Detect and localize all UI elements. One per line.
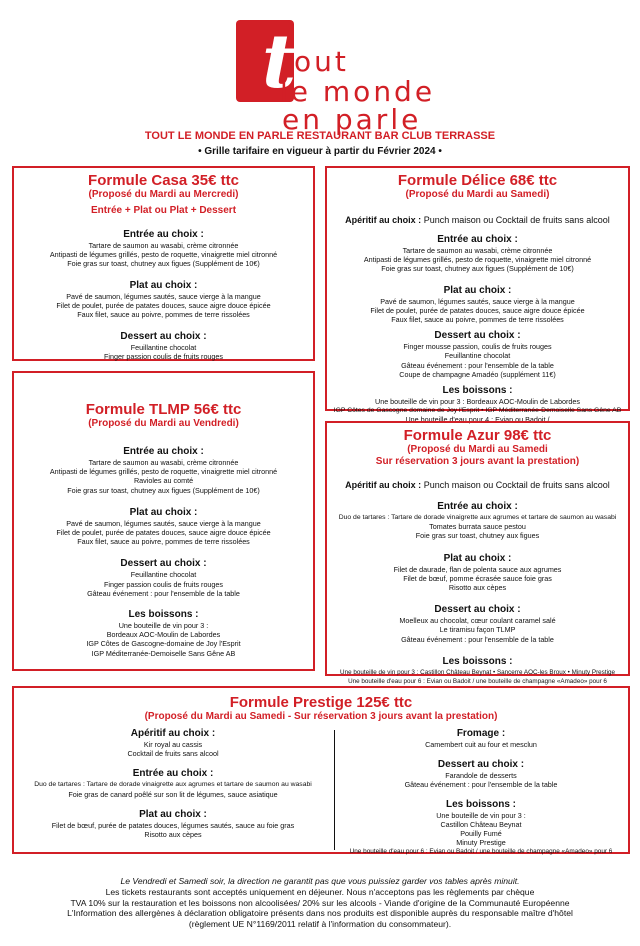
logo-line-2: le monde (280, 75, 436, 108)
azur-subtitle-2: Sur réservation 3 jours avant la prestation) (375, 456, 580, 467)
menu-item: Tartare de saumon au wasabi, crème citronnée (88, 241, 239, 250)
menu-item: Foie gras sur toast, chutney aux figues (Supplément de 10€) (381, 264, 574, 274)
menu-item: Feuillantine chocolat (444, 351, 511, 361)
menu-item: Pavé de saumon, légumes sautés, sauce vierge à la mangue (66, 291, 261, 301)
delice-plat-heading: Plat au choix : (443, 284, 512, 296)
azur-dessert-heading: Dessert au choix : (434, 604, 521, 616)
menu-item: Gâteau événement : pour l'ensemble de la table (401, 360, 554, 370)
menu-item: Foie gras sur toast, chutney aux figues (415, 531, 540, 541)
menu-item: IGP Côtes de Gascogne-domaine de Joy l'Esprit (86, 639, 241, 649)
menu-item: Bordeaux AOC-Moulin de Labordes (106, 630, 221, 640)
delice-title: Formule Délice 68€ ttc (397, 172, 558, 189)
menu-item: Antipasti de légumes grillés, pesto de roquette, vinaigrette miel citronné (49, 467, 278, 477)
azur-title: Formule Azur 98€ ttc (403, 427, 552, 444)
casa-dessert-heading: Dessert au choix : (120, 331, 207, 343)
footer (0, 876, 640, 930)
menu-item: Feuillantine chocolat (130, 570, 197, 580)
formule-tlmp-box (12, 371, 315, 671)
azur-aperitif-heading: Apéritif au choix : (345, 480, 422, 490)
delice-subtitle: (Proposé du Mardi au Samedi) (405, 189, 550, 200)
menu-item: Une bouteille d'eau pour 4 : Evian ou Badoit / (405, 415, 550, 425)
menu-item: Faux filet, sauce au poivre, pommes de terre rissolées (77, 310, 250, 320)
menu-item: Risotto aux cèpes (144, 830, 202, 840)
menu-item: Gâteau événement : pour l'ensemble de la table (401, 634, 554, 644)
azur-plat-heading: Plat au choix : (443, 552, 512, 564)
menu-item: Antipasti de légumes grillés, pesto de roquette, vinaigrette miel citronné (363, 255, 592, 265)
menu-item: Pavé de saumon, légumes sautés, sauce vierge à la mangue (380, 296, 575, 306)
menu-item: Une bouteille de vin pour 3 : Bordeaux AOC-Moulin de Labordes (375, 397, 580, 407)
menu-item: Filet de poulet, purée de patates douces, sauce aigre douce épicée (56, 300, 271, 310)
logo (222, 18, 452, 136)
menu-item: Finger passion coulis de fruits rouges (103, 352, 224, 362)
logo-line-3: en parle (282, 103, 422, 136)
azur-boissons-heading: Les boissons : (442, 655, 513, 667)
formule-prestige-box (12, 686, 630, 854)
menu-item: Kir royal au cassis (143, 740, 203, 749)
menu-item: Duo de tartares : Tartare de dorade vinaigrette aux agrumes et tartare de saumon au wasabi (34, 781, 312, 789)
delice-aperitif-text: Punch maison ou Cocktail de fruits sans alcool (423, 215, 610, 225)
menu-item: Une bouteille de vin pour 3 : (118, 621, 209, 631)
delice-dessert-heading: Dessert au choix : (434, 330, 521, 342)
menu-item: Minuty Prestige (456, 838, 506, 848)
menu-item: Une bouteille d'eau pour 6 : Evian ou Badoit / une bouteille de champagne «Amadeo» pour 6 (348, 678, 607, 686)
menu-item: Cocktail de fruits sans alcool (127, 749, 219, 759)
prestige-fromage-heading: Fromage : (456, 728, 506, 739)
footer-line-1: Le Vendredi et Samedi soir, la direction ne garantit pas que vous puissiez garder vos tables après minuit. (120, 876, 520, 886)
delice-aperitif-heading: Apéritif au choix : (345, 215, 422, 225)
menu-item: Castillon Château Beynat (440, 819, 522, 829)
formule-casa-box (12, 166, 315, 361)
menu-item: Une bouteille de vin pour 3 : Castillon Château Beynat • Sancerre AOC-les Broux • Minuty Prestige (340, 668, 615, 676)
menu-item: Filet de poulet, purée de patates douces, sauce aigre douce épicée (56, 528, 271, 538)
menu-item: Foie gras de canard poêlé sur son lit de légumes, sauce asiatique (68, 789, 278, 799)
brand-title: TOUT LE MONDE EN PARLE RESTAURANT BAR CLUB TERRASSE (144, 130, 496, 142)
tlmp-plat-heading: Plat au choix : (129, 506, 198, 518)
prestige-dessert-heading: Dessert au choix : (437, 759, 525, 771)
prestige-boissons-heading: Les boissons : (445, 798, 516, 810)
menu-item: Moelleux au chocolat, cœur coulant caramel salé (399, 616, 556, 626)
casa-plat-heading: Plat au choix : (129, 279, 198, 291)
tlmp-boissons-heading: Les boissons : (128, 609, 199, 621)
menu-item: Camembert cuit au four et mesclun (425, 740, 537, 749)
formule-delice-box (325, 166, 630, 425)
footer-line-2: Les tickets restaurants sont acceptés uniquement en déjeuner. Nous n'acceptons pas les règlements par chèque (105, 886, 535, 897)
menu-item: Duo de tartares : Tartare de dorade vinaigrette aux agrumes et tartare de saumon au wasabi (338, 514, 617, 521)
menu-item: Foie gras sur toast, chutney aux figues (Supplément de 10€) (67, 485, 260, 495)
menu-item: Coupe de champagne Amadéo (supplément 11€) (399, 369, 556, 379)
casa-subtitle: (Proposé du Mardi au Mercredi) (88, 189, 239, 200)
tlmp-title: Formule TLMP 56€ ttc (85, 401, 242, 418)
menu-item: Ravioles au comté (133, 476, 194, 486)
prestige-entree-heading: Entrée au choix : (132, 768, 214, 780)
footer-line-3: TVA 10% sur la restauration et les boissons non alcoolisées/ 20% sur les alcools - Viande d'origine de la Communauté Européenne (70, 897, 570, 908)
prestige-title: Formule Prestige 125€ ttc (229, 694, 413, 711)
delice-entree-heading: Entrée au choix : (437, 234, 518, 245)
menu-item: Filet de daurade, flan de polenta sauce aux agrumes (393, 564, 562, 574)
menu-item: Finger mousse passion, coulis de fruits rouges (403, 342, 552, 352)
menu-item: IGP Côtes de Gascogne domaine de Joy l'Esprit • IGP Méditerranée-Demoiselle Sans Gêne AB (333, 407, 622, 415)
menu-item: Le tiramisu façon TLMP (439, 625, 516, 635)
casa-subtitle-2: Entrée + Plat ou Plat + Dessert (90, 205, 237, 216)
menu-item: Gâteau événement : pour l'ensemble de la table (87, 588, 240, 598)
price-grid-notice: • Grille tarifaire en vigueur à partir du Février 2024 • (198, 146, 442, 157)
delice-aperitif (327, 215, 628, 226)
menu-item: Tartare de saumon au wasabi, crème citronnée (402, 246, 553, 255)
azur-entree-heading: Entrée au choix : (437, 501, 518, 512)
prestige-plat-heading: Plat au choix : (139, 808, 207, 820)
logo-line-1: out (294, 45, 349, 78)
menu-item: Filet de poulet, purée de patates douces, sauce aigre douce épicée (370, 305, 585, 315)
menu-item: Faux filet, sauce au poivre, pommes de terre rissolées (391, 315, 564, 325)
footer-line-5: (règlement UE N°1169/2011 relatif à l'information du consommateur). (188, 919, 452, 930)
tlmp-subtitle: (Proposé du Mardi au Vendredi) (88, 418, 239, 429)
formule-azur-box (325, 421, 630, 686)
casa-entree-heading: Entrée au choix : (123, 229, 204, 240)
menu-item: Feuillantine chocolat (130, 343, 197, 353)
menu-item: Risotto aux cèpes (448, 583, 507, 593)
prestige-subtitle: (Proposé du Mardi au Samedi - Sur réservation 3 jours avant la prestation) (144, 711, 498, 722)
menu-item: Une bouteille d'eau pour 6 : Evian ou Badoit / une bouteille de champagne «Amadeo» pour 6 (349, 848, 613, 856)
menu-item: Farandole de desserts (445, 771, 517, 781)
prestige-right-column (336, 728, 626, 857)
tlmp-entree-heading: Entrée au choix : (123, 446, 204, 457)
prestige-left-column (18, 728, 328, 839)
delice-boissons-heading: Les boissons : (442, 385, 513, 397)
menu-item: Gâteau événement : pour l'ensemble de la table (404, 780, 558, 790)
footer-line-4: L'Information des allergènes à déclaration obligatoire présents dans nos produits est disponible auprès du responsable maître d'hôtel (67, 908, 573, 919)
prestige-aperitif-heading: Apéritif au choix : (130, 728, 216, 739)
casa-title: Formule Casa 35€ ttc (88, 172, 239, 189)
menu-item: IGP Méditerranée-Demoiselle Sans Gêne AB (91, 648, 236, 658)
menu-item: Tomates burrata sauce pestou (429, 522, 526, 532)
logo-t-letter: t (262, 19, 297, 105)
menu-item: Foie gras sur toast, chutney aux figues (Supplément de 10€) (67, 259, 260, 269)
azur-subtitle: (Proposé du Mardi au Samedi (407, 444, 548, 455)
azur-aperitif-text: Punch maison ou Cocktail de fruits sans alcool (423, 480, 610, 490)
menu-item: Filet de bœuf, pomme écrasée sauce foie gras (403, 573, 552, 583)
prestige-divider (334, 730, 335, 850)
menu-item: Antipasti de légumes grillés, pesto de roquette, vinaigrette miel citronné (49, 250, 278, 260)
tlmp-dessert-heading: Dessert au choix : (120, 558, 207, 570)
menu-item: Filet de bœuf, purée de patates douces, légumes sautés, sauce au foie gras (51, 820, 295, 830)
menu-item: Pouilly Fumé (460, 829, 502, 839)
menu-item: Une bouteille de vin pour 3 : (436, 810, 526, 820)
menu-item: Tartare de saumon au wasabi, crème citronnée (88, 458, 239, 467)
menu-item: Faux filet, sauce au poivre, pommes de terre rissolées (77, 537, 250, 547)
menu-item: Finger passion coulis de fruits rouges (103, 579, 224, 589)
azur-aperitif (327, 480, 628, 491)
menu-item: Pavé de saumon, légumes sautés, sauce vierge à la mangue (66, 518, 261, 528)
